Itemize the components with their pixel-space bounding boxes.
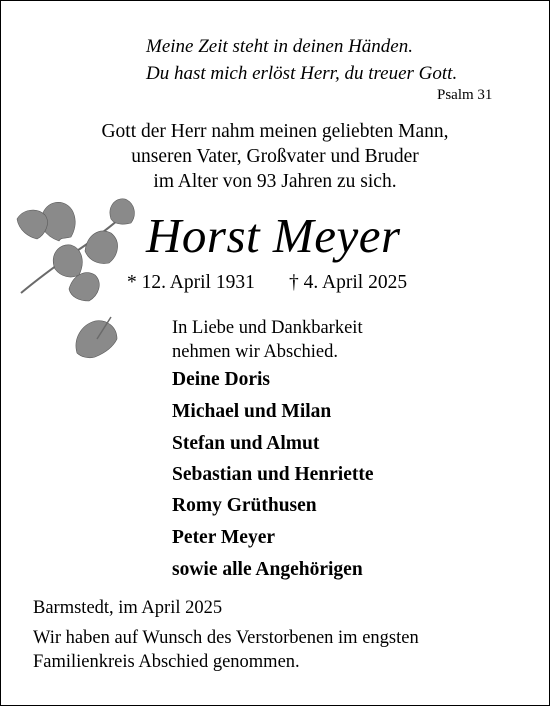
farewell-line-1: In Liebe und Dankbarkeit — [172, 318, 363, 338]
death-date: † 4. April 2025 — [289, 272, 408, 293]
intro-line-2: unseren Vater, Großvater und Bruder — [131, 146, 419, 167]
mourner-name: sowie alle Angehörigen — [172, 559, 363, 580]
birth-date: * 12. April 1931 — [127, 272, 255, 293]
place-date: Barmstedt, im April 2025 — [33, 598, 223, 618]
mourner-name: Sebastian und Henriette — [172, 464, 374, 485]
ginkgo-leaf-icon — [71, 313, 121, 363]
ginkgo-branch-icon — [15, 189, 140, 304]
deceased-name: Horst Meyer — [146, 208, 401, 263]
mourner-name: Romy Grüthusen — [172, 495, 317, 516]
intro-line-1: Gott der Herr nahm meinen geliebten Mann, — [101, 121, 449, 142]
burial-note-line-1: Wir haben auf Wunsch des Verstorbenen im engsten — [33, 628, 419, 648]
mourner-name: Peter Meyer — [172, 527, 276, 548]
farewell-line-2: nehmen wir Abschied. — [172, 342, 338, 362]
mourner-name: Stefan und Almut — [172, 433, 320, 454]
quote-source: Psalm 31 — [437, 87, 493, 103]
mourner-name: Michael und Milan — [172, 401, 332, 422]
quote-line-2: Du hast mich erlöst Herr, du treuer Gott. — [146, 63, 458, 84]
quote-line-1: Meine Zeit steht in deinen Händen. — [146, 36, 413, 57]
intro-line-3: im Alter von 93 Jahren zu sich. — [153, 171, 397, 192]
burial-note-line-2: Familienkreis Abschied genommen. — [33, 652, 300, 672]
mourner-name: Deine Doris — [172, 369, 271, 390]
